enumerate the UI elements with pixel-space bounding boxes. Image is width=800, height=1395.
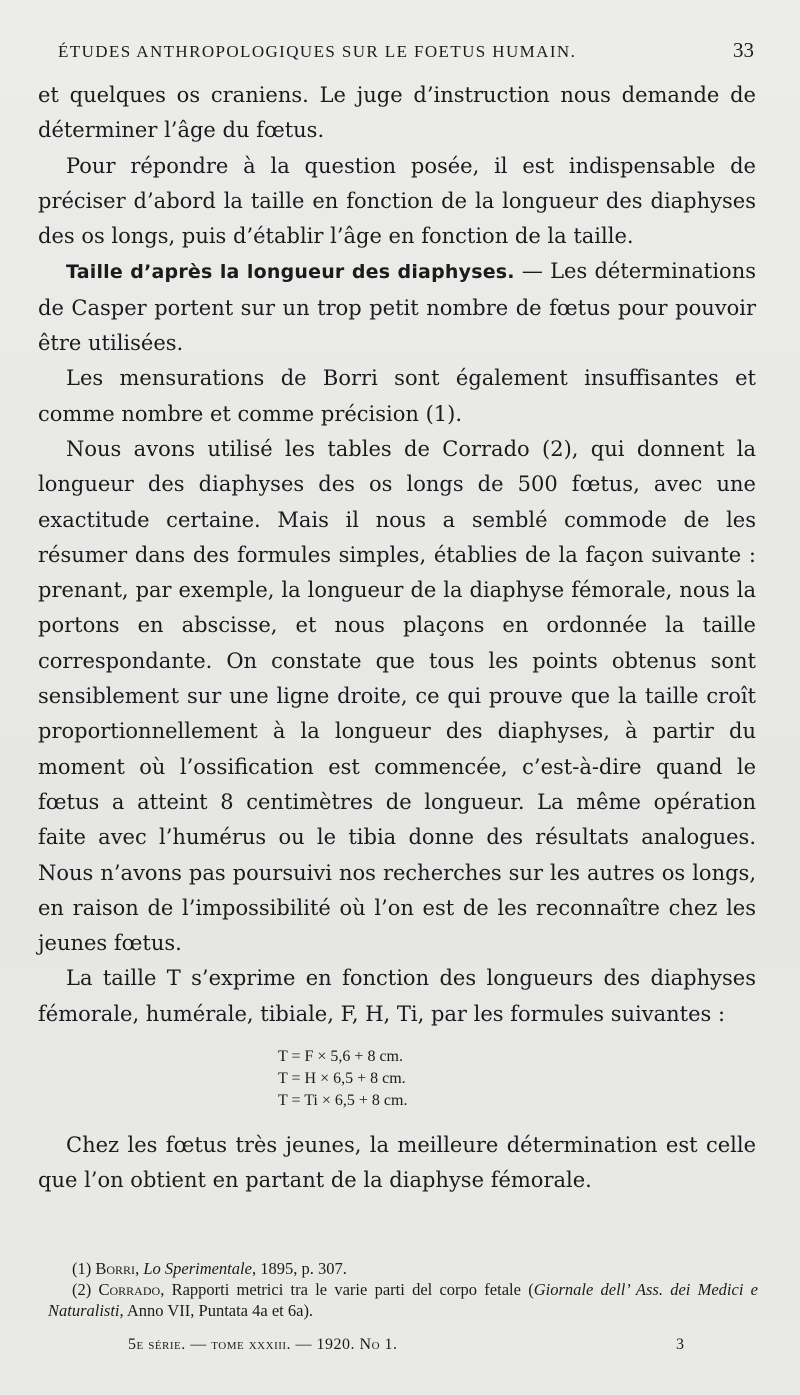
paragraph-4: Les mensurations de Borri sont également insuffisantes et comme nombre et comme précision (1). (38, 366, 756, 426)
formula-block (278, 1046, 756, 1112)
paragraph-5: Nous avons utilisé les tables de Corrado (2), qui donnent la longueur des diaphyses des os longs de 500 fœtus, avec une exactitude certaine. Mais il nous a semblé commode de les résumer dans des formules simples, établies de la façon suivante : prenant, par exemple, la longueur de la diaphyse fémorale, nous la portons en abscisse, et nous plaçons en ordonnée la taille correspondante. On constate que tous les points obtenus sont sensiblement sur une ligne droite, ce qui prouve que la taille croît proportionnellement à la longueur des diaphyses, à partir du moment où l’ossification est commencée, c’est-à-dire quand le fœtus a atteint 8 centimètres de longueur. La même opération faite avec l’humérus ou le tibia donne des résultats analogues. Nous n’avons pas poursuivi nos recherches sur les autres os longs, en raison de l’impossibilité où l’on est de les reconnaître chez les jeunes fœtus. (38, 436, 756, 956)
section-heading: Taille d’après la longueur des diaphyses. (66, 261, 515, 284)
footnotes (48, 1258, 758, 1321)
series-line: 5e série. — tome xxxiii. — 1920. No 1. (128, 1336, 398, 1353)
page-number: 33 (733, 38, 754, 62)
paragraph-6: La taille T s’exprime en fonction des longueurs des diaphyses fémorale, humérale, tibiale, F, H, Ti, par les formules suivantes : (38, 966, 756, 1026)
footnote-2-author: Corrado (98, 1280, 161, 1299)
footnote-1 (48, 1258, 758, 1279)
paragraph-1: et quelques os craniens. Le juge d’instruction nous demande de déterminer l’âge du fœtus. (38, 83, 756, 143)
footnote-2-rest: , Rapporti metrici tra le varie parti del corpo fetale ( (160, 1280, 534, 1299)
footnote-1-sep: , (135, 1259, 144, 1278)
formula-femur: T = F × 5,6 + 8 cm. (278, 1048, 403, 1066)
footnote-2-tail: Anno VII, Puntata 4a et 6a). (123, 1301, 314, 1320)
body-text (38, 78, 756, 1199)
footnote-1-rest: , 1895, p. 307. (251, 1259, 347, 1278)
page-footer (128, 1336, 684, 1360)
signature-mark: 3 (676, 1336, 684, 1353)
paragraph-3-text: — Les déterminations de Casper portent sur un trop petit nombre de fœtus pour pouvoir être utilisées. (38, 259, 756, 356)
formula-tibia: T = Ti × 6,5 + 8 cm. (278, 1092, 408, 1110)
footnote-2 (48, 1279, 758, 1321)
paragraph-3 (38, 254, 756, 361)
running-head-title: ÉTUDES ANTHROPOLOGIQUES SUR LE FOETUS HUMAIN. (58, 42, 577, 61)
footnote-1-author: Borri (95, 1259, 136, 1278)
footnote-1-journal: Lo Sperimentale (143, 1259, 252, 1278)
paragraph-7: Chez les fœtus très jeunes, la meilleure détermination est celle que l’on obtient en partant de la diaphyse fémorale. (38, 1133, 756, 1193)
formula-humerus: T = H × 6,5 + 8 cm. (278, 1070, 406, 1088)
footnote-1-marker: (1) (72, 1259, 96, 1278)
footnote-2-journal: Giornale dell’ Ass. dei Medici e Naturalisti, (48, 1280, 758, 1320)
paragraph-2: Pour répondre à la question posée, il est indispensable de préciser d’abord la taille en fonction de la longueur des diaphyses des os longs, puis d’établir l’âge en fonction de la taille. (38, 153, 756, 249)
running-head (58, 38, 754, 66)
footnote-2-marker: (2) (72, 1280, 99, 1299)
